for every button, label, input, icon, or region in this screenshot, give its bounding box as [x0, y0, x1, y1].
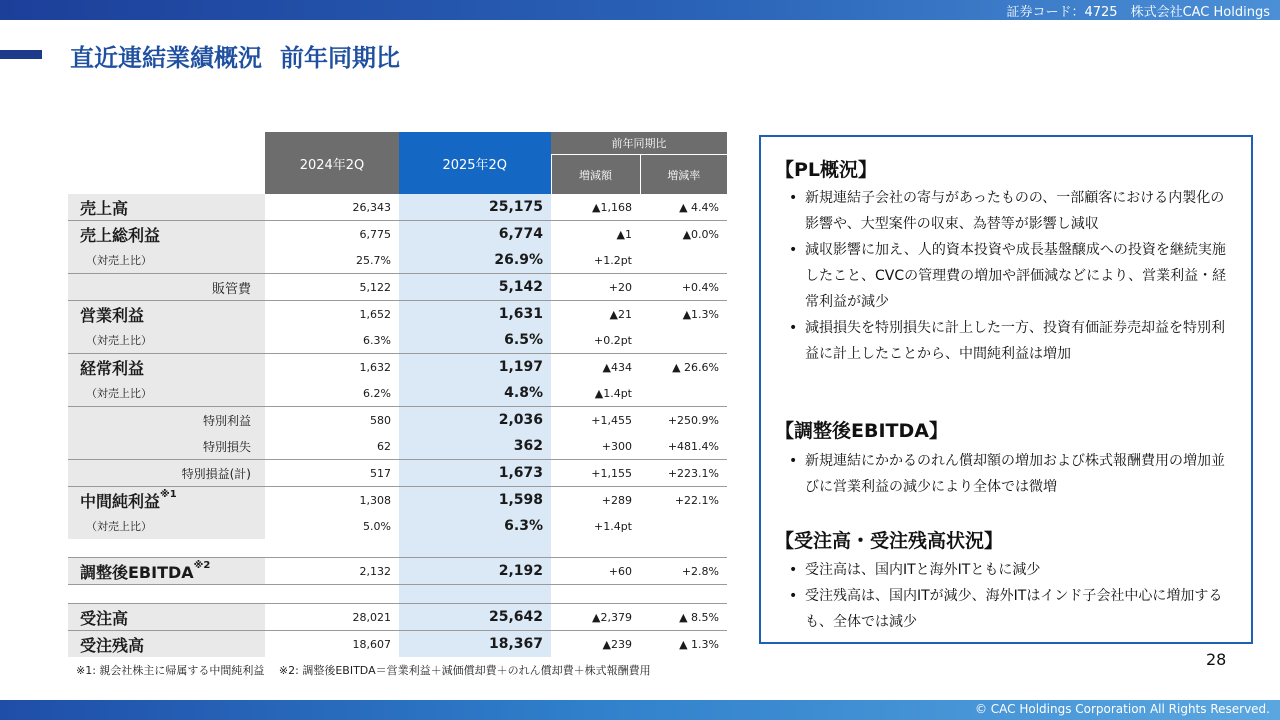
table-row	[68, 327, 727, 354]
bullet-icon: •	[789, 562, 798, 578]
cell-diff: +1.4pt	[551, 513, 640, 539]
cell-rate: +22.1%	[640, 487, 727, 514]
table-row	[68, 460, 727, 487]
col-header-diff: 増減額	[551, 155, 640, 195]
cell-2025: 1,631	[399, 301, 551, 328]
row-label: 特別損失	[68, 433, 265, 460]
cell-2024: 1,652	[265, 301, 399, 328]
cell-2024: 6.3%	[265, 327, 399, 354]
table-row	[68, 433, 727, 460]
cell-2024: 580	[265, 407, 399, 434]
cell-2025: 18,367	[399, 631, 551, 658]
cell-rate	[640, 380, 727, 407]
table-row	[68, 513, 727, 539]
cell-diff: ▲434	[551, 354, 640, 381]
table-row	[68, 274, 727, 301]
cell-diff: +1,455	[551, 407, 640, 434]
cell-2024: 18,607	[265, 631, 399, 658]
row-label: 経常利益	[68, 354, 265, 381]
bullet-text: 受注残高は、国内ITが減少、海外ITはインド子会社中心に増加するも、全体では減少	[805, 588, 1223, 630]
bullet-text: 減損損失を特別損失に計上した一方、投資有価証券売却益を特別利益に計上したことから、中間純利益は増加	[805, 320, 1225, 362]
cell-diff: +0.2pt	[551, 327, 640, 354]
cell-2025: 25,175	[399, 194, 551, 221]
cell-rate: +2.8%	[640, 558, 727, 585]
table-row	[68, 604, 727, 631]
row-label: 売上総利益	[68, 221, 265, 248]
table-row	[68, 558, 727, 585]
footnote-marker: ※1	[160, 488, 177, 500]
row-label: 売上高	[68, 194, 265, 221]
cell-2025: 1,197	[399, 354, 551, 381]
cell-diff: +289	[551, 487, 640, 514]
cell-rate: ▲ 26.6%	[640, 354, 727, 381]
cell-2024: 25.7%	[265, 247, 399, 274]
row-label: （対売上比）	[68, 247, 265, 274]
cell-diff: +1,155	[551, 460, 640, 487]
cell-2024: 1,308	[265, 487, 399, 514]
bullet-text: 減収影響に加え、人的資本投資や成長基盤醸成への投資を継続実施したこと、CVCの管理費の増加や評価減などにより、営業利益・経常利益が減少	[805, 242, 1227, 310]
cell-rate: +223.1%	[640, 460, 727, 487]
cell-2025: 6,774	[399, 221, 551, 248]
cell-diff: +300	[551, 433, 640, 460]
cell-2024: 517	[265, 460, 399, 487]
cell-diff: +60	[551, 558, 640, 585]
cell-2024: 28,021	[265, 604, 399, 631]
bullet-icon: •	[789, 453, 798, 469]
cell-rate: ▲ 8.5%	[640, 604, 727, 631]
cell-2024: 62	[265, 433, 399, 460]
title-accent-bar	[0, 50, 42, 59]
page-title-main: 直近連結業績概況	[70, 44, 262, 72]
row-label: （対売上比）	[68, 327, 265, 354]
orders-heading: 【受注高・受注残高状況】	[775, 530, 1004, 552]
row-label	[68, 487, 265, 514]
cell-rate: ▲ 4.4%	[640, 194, 727, 221]
cell-2025: 6.5%	[399, 327, 551, 354]
cell-rate	[640, 327, 727, 354]
orders-bullet	[789, 583, 1229, 635]
table-row	[68, 487, 727, 514]
cell-rate: ▲ 1.3%	[640, 631, 727, 658]
table-row	[68, 380, 727, 407]
cell-2025: 6.3%	[399, 513, 551, 539]
table-row	[68, 247, 727, 274]
page-title	[70, 38, 400, 73]
cell-rate: ▲0.0%	[640, 221, 727, 248]
table-spacer	[68, 585, 727, 604]
bullet-icon: •	[789, 242, 798, 258]
col-header-rate: 増減率	[640, 155, 727, 195]
ebitda-heading: 【調整後EBITDA】	[775, 420, 948, 442]
cell-rate: +250.9%	[640, 407, 727, 434]
bullet-icon: •	[789, 320, 798, 336]
ebitda-bullet	[789, 448, 1229, 500]
cell-diff: ▲239	[551, 631, 640, 658]
cell-2025: 26.9%	[399, 247, 551, 274]
cell-rate	[640, 247, 727, 274]
pl-bullet	[789, 315, 1229, 367]
cell-diff: ▲1	[551, 221, 640, 248]
table-row	[68, 354, 727, 381]
header-empty-cell	[68, 132, 265, 194]
row-label: 特別損益(計)	[68, 460, 265, 487]
table-footnote: ※1: 親会社株主に帰属する中間純利益 ※2: 調整後EBITDA＝営業利益＋減価償却費＋のれん償却費＋株式報酬費用	[76, 664, 651, 677]
cell-rate: ▲1.3%	[640, 301, 727, 328]
cell-2024: 6,775	[265, 221, 399, 248]
bullet-icon: •	[789, 588, 798, 604]
row-label: （対売上比）	[68, 513, 265, 539]
cell-2025: 1,673	[399, 460, 551, 487]
cell-2025: 1,598	[399, 487, 551, 514]
cell-2025: 2,036	[399, 407, 551, 434]
table-row	[68, 194, 727, 221]
cell-diff: ▲1,168	[551, 194, 640, 221]
bullet-text: 新規連結にかかるのれん償却額の増加および株式報酬費用の増加並びに営業利益の減少により全体では微増	[805, 453, 1225, 495]
cell-2025: 4.8%	[399, 380, 551, 407]
row-label: 受注高	[68, 604, 265, 631]
cell-diff: +20	[551, 274, 640, 301]
page-number: 28	[1206, 650, 1227, 669]
row-label: 営業利益	[68, 301, 265, 328]
cell-rate: +481.4%	[640, 433, 727, 460]
pl-heading: 【PL概況】	[775, 159, 878, 181]
bullet-text: 新規連結子会社の寄与があったものの、一部顧客における内製化の影響や、大型案件の収束、為替等が影響し減収	[805, 190, 1225, 232]
cell-2025: 25,642	[399, 604, 551, 631]
cell-2025: 2,192	[399, 558, 551, 585]
table-row	[68, 221, 727, 248]
cell-2025: 5,142	[399, 274, 551, 301]
commentary-panel	[759, 135, 1253, 644]
row-label	[68, 558, 265, 585]
cell-diff: ▲21	[551, 301, 640, 328]
copyright: © CAC Holdings Corporation All Rights Reserved.	[974, 702, 1270, 716]
footnote-marker: ※2	[193, 559, 211, 571]
bullet-text: 受注高は、国内ITと海外ITともに減少	[805, 562, 1041, 578]
bullet-icon: •	[789, 190, 798, 206]
top-bar	[0, 0, 1280, 20]
row-label-text: 調整後EBITDA	[80, 562, 194, 582]
cell-diff: ▲2,379	[551, 604, 640, 631]
cell-2024: 1,632	[265, 354, 399, 381]
col-header-2024: 2024年2Q	[265, 132, 399, 194]
row-label: （対売上比）	[68, 380, 265, 407]
cell-rate	[640, 513, 727, 539]
cell-2025: 362	[399, 433, 551, 460]
corporate-info: 証券コード：4725 株式会社CAC Holdings	[1006, 5, 1270, 20]
table-row	[68, 631, 727, 658]
cell-2024: 5,122	[265, 274, 399, 301]
cell-2024: 26,343	[265, 194, 399, 221]
table-row	[68, 301, 727, 328]
cell-2024: 2,132	[265, 558, 399, 585]
cell-2024: 5.0%	[265, 513, 399, 539]
cell-2024: 6.2%	[265, 380, 399, 407]
cell-rate: +0.4%	[640, 274, 727, 301]
table-spacer	[68, 539, 727, 558]
pl-bullet	[789, 185, 1229, 237]
bottom-bar	[0, 700, 1280, 720]
cell-diff: +1.2pt	[551, 247, 640, 274]
financial-table	[68, 132, 727, 657]
row-label: 販管費	[68, 274, 265, 301]
page-title-sub: 前年同期比	[280, 44, 400, 72]
col-header-yoy: 前年同期比	[551, 132, 727, 155]
row-label: 特別利益	[68, 407, 265, 434]
orders-bullet	[789, 557, 1229, 583]
pl-bullet	[789, 237, 1229, 315]
table-row	[68, 407, 727, 434]
row-label-text: 中間純利益	[80, 491, 161, 511]
row-label: 受注残高	[68, 631, 265, 658]
col-header-2025: 2025年2Q	[399, 132, 551, 194]
cell-diff: ▲1.4pt	[551, 380, 640, 407]
